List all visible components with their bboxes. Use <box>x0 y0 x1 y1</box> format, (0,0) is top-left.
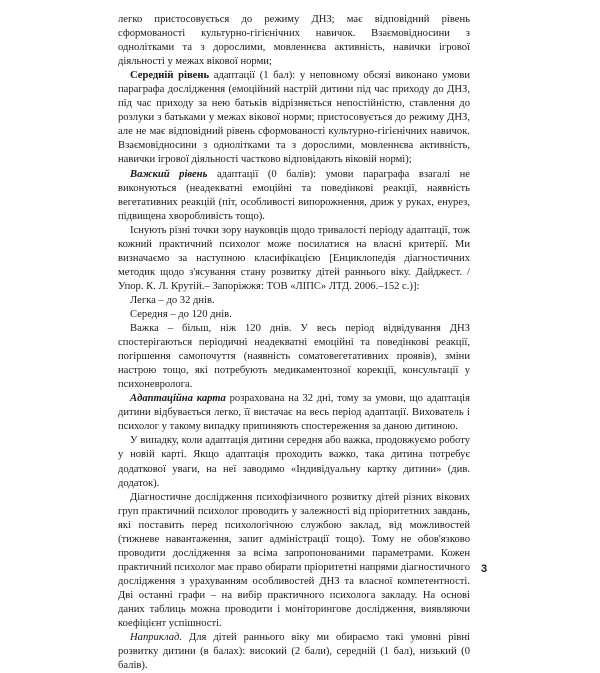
term-medium-level: Середній рівень <box>130 70 210 82</box>
paragraph-classification: Існують різні точки зору науковців щодо тривалості періоду адаптації, тож кожний практичний психолог може посилатися на власні критерії. Ми визначаємо за наступною класифікацією [Енциклопедія діагностичних методик щодо з'ясування стану розвитку дітей раннього віку. Дайджест. / Упор. К. Л. Крутій.– Запоріжжя: ТОВ «ЛІПС» ЛТД. 2006.–152 с.)]: <box>118 224 470 292</box>
body-text <box>118 13 470 673</box>
classification-easy: Легка – до 32 днів. <box>130 294 215 306</box>
classification-medium: Середня – до 120 днів. <box>130 308 232 320</box>
page-number: 3 <box>481 563 488 575</box>
term-hard-level: Важкий рівень <box>130 168 208 180</box>
paragraph-medium-level: Середній рівень адаптації (1 бал): у неповному обсязі виконано умови параграфа дослідження (емоційний настрій дитини під час приходу до ДНЗ, під час приходу за нею батьків відрізняється непостійністю, ставлення до розлуки з батьками у межах вікової норми; пристосовується до режиму ДНЗ, але не має відповідний рівень сформованості культурно-гігієнічних навичок. Взаємовідносини з однолітками та з дорослими, мовленнєва активність, навички ігрової діяльності частково відповідають віковій нормі); <box>118 70 470 166</box>
term-example: Наприклад. <box>130 632 183 644</box>
paragraph-adaptation-card: Адаптаційна карта розрахована на 32 дні, тому за умови, що адаптація дитини відбувається легко, її вистачає на весь період адаптації. Вихователь і психолог у такому випадку припиняють спостереження за даною дитиною. <box>118 393 470 433</box>
term-adaptation-card: Адаптаційна карта <box>130 393 226 405</box>
paragraph-hard-level: Важкий рівень адаптації (0 балів): умови параграфа взагалі не виконуються (неадекватні емоційні та поведінкові реакції, наявність вегетативних реакцій (піт, особливості випорожнення, дриж у руках, енурез, підвищена хворобливість тощо). <box>118 168 470 222</box>
paragraph-new-card: У випадку, коли адаптація дитини середня або важка, продовжуємо роботу у новій карті. Якщо адаптація проходить важко, така дитина потребує додаткової уваги, на неї заводимо «Індивідуальну картку дитини» (див. додаток). <box>118 435 470 489</box>
paragraph-diagnostics: Діагностичне дослідження психофізичного розвитку дітей різних вікових груп практичний психолог проводить у залежності від пріоритетних завдань, які поставить перед психологічною службою заклад, від можливостей (тижневе навантаження, запит адміністрації тощо). Тому не обов'язково проводити дослідження за всіма запропонованими параметрами. Кожен практичний психолог має право обирати пріоритетні напрями діагностичного дослідження з урахуванням особливостей ДНЗ та власної компетентності. Дві останні графи – на вибір практичного психолога закладу. На основі даних таблиць можна проводити і моніторингове дослідження, виявляючи коефіцієнт успішності. <box>118 491 470 630</box>
classification-hard: Важка – більш, ніж 120 днів. У весь період відвідування ДНЗ спостерігаються періодичні неадекватні емоційні та поведінкові реакції, погіршення самопочуття (наявність соматовегетативних проявів), зміни настрою тощо, які потребують медикаментозної корекції, консультації у психоневролога. <box>118 323 470 391</box>
paragraph-high-level-cont: легко пристосовується до режиму ДНЗ; має відповідний рівень сформованості культурно-гігієнічних навичок. Взаємовідносини з однолітками та з дорослими, мовленнєва активність, навички ігрової діяльності у межах вікової норми; <box>118 14 470 68</box>
paragraph-example: Наприклад. Для дітей раннього віку ми обираємо такі умовні рівні розвитку дитини (в балах): високий (2 бали), середній (1 бал), низький (0 балів). <box>118 632 470 672</box>
